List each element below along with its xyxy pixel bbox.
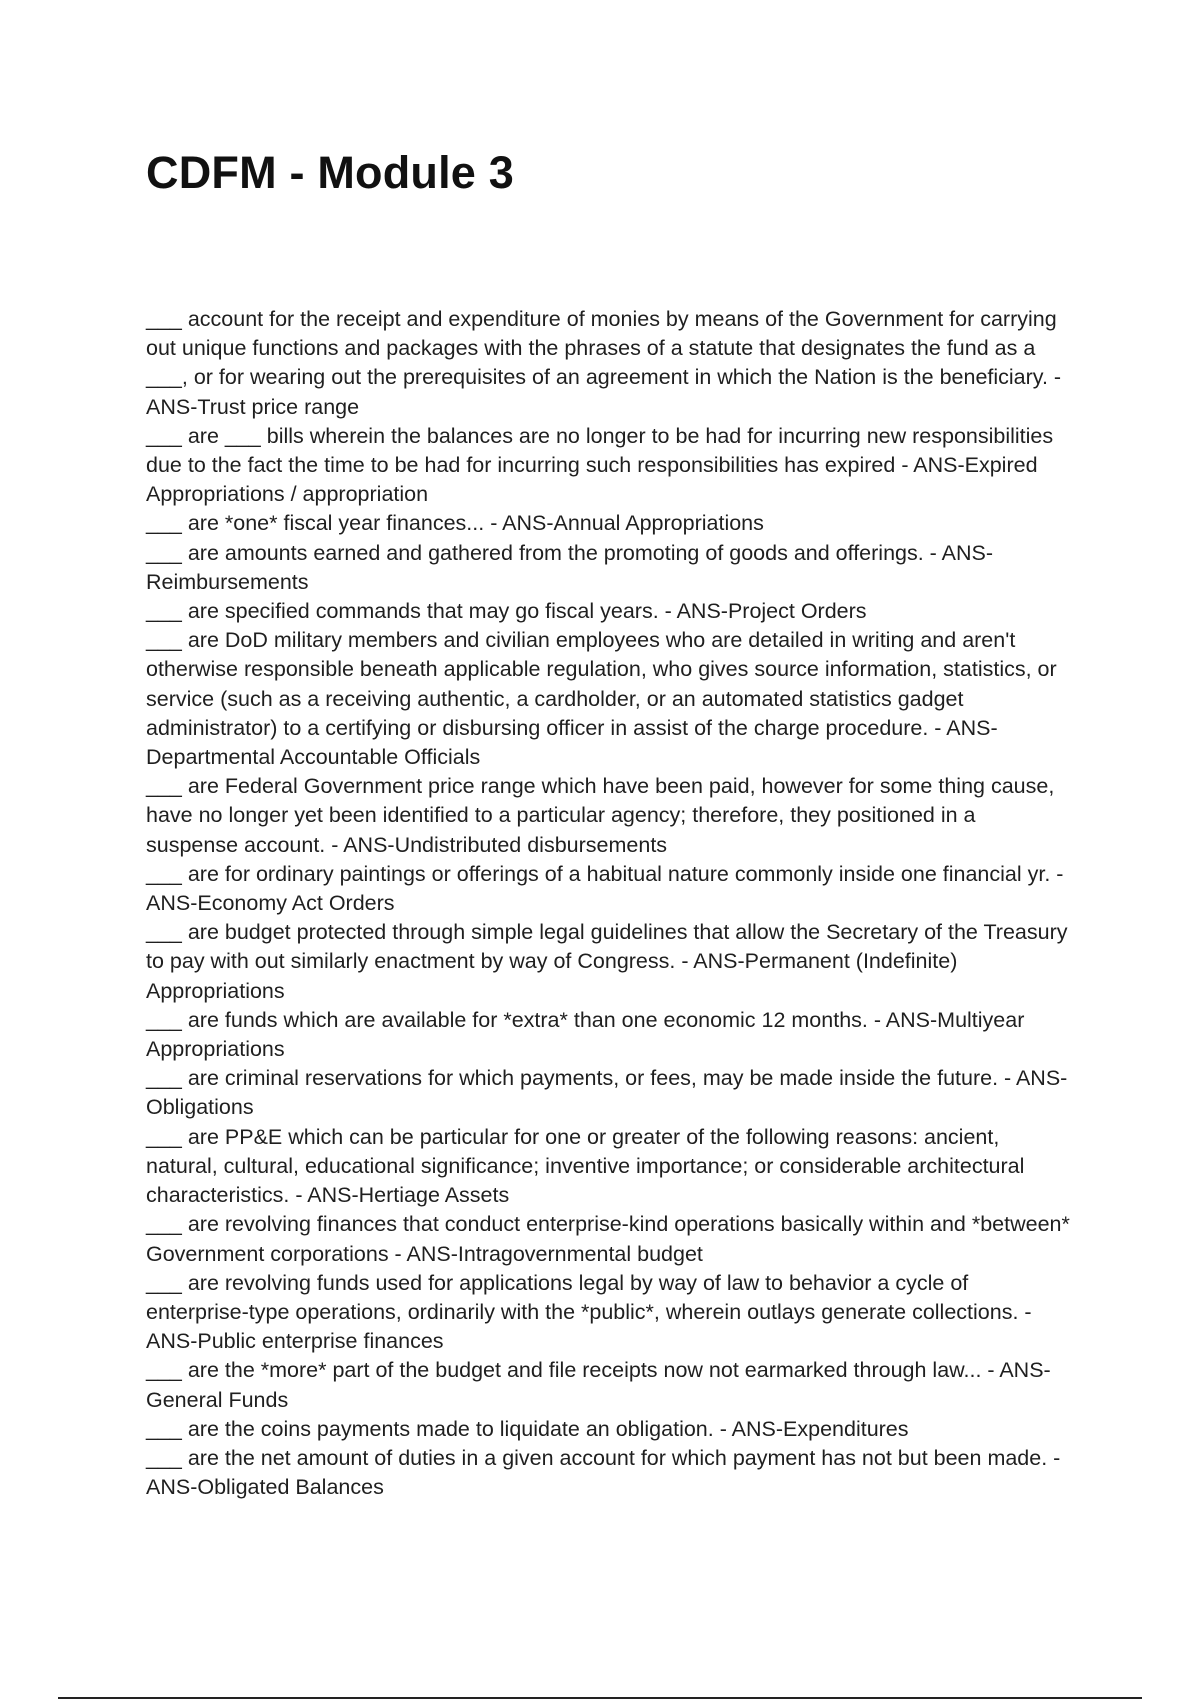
qa-item: ___ are for ordinary paintings or offerings of a habitual nature commonly inside one financial yr. - ANS-Economy Act Orders bbox=[146, 861, 1064, 916]
qa-item: ___ are the *more* part of the budget and file receipts now not earmarked through law... - ANS-General Funds bbox=[146, 1358, 1051, 1412]
qa-item: ___ are specified commands that may go fiscal years. - ANS-Project Orders bbox=[146, 599, 867, 624]
qa-item: ___ are funds which are available for *extra* than one economic 12 months. - ANS-Multiyear Appropriations bbox=[146, 1007, 1025, 1062]
qa-item: ___ are the net amount of duties in a given account for which payment has not but been made. - ANS-Obligated Balances bbox=[146, 1445, 1061, 1500]
qa-item: ___ are revolving finances that conduct enterprise-kind operations basically within and *between* Government corporations - ANS-Intragovernmental budget bbox=[146, 1212, 1070, 1266]
footer-divider bbox=[58, 1697, 1142, 1699]
page-title: CDFM - Module 3 bbox=[146, 147, 514, 198]
qa-item: ___ are revolving funds used for applications legal by way of law to behavior a cycle of enterprise-type operations, ordinarily with the *public*, wherein outlays generate collections. - ANS-Public enterprise finances bbox=[146, 1270, 1032, 1354]
qa-item: ___ are DoD military members and civilian employees who are detailed in writing and aren't otherwise responsible beneath applicable regulation, who gives source information, statistics, or service (such as a receiving authentic, a cardholder, or an automated statistics gadget administrator) to a certifying or disbursing officer in assist of the charge procedure. - ANS-Departmental Accountable Officials bbox=[146, 628, 1057, 770]
qa-item: ___ are criminal reservations for which payments, or fees, may be made inside the future. - ANS-Obligations bbox=[146, 1066, 1068, 1120]
qa-item: ___ are amounts earned and gathered from the promoting of goods and offerings. - ANS-Reimbursements bbox=[146, 540, 993, 594]
qa-item: ___ are budget protected through simple legal guidelines that allow the Secretary of the Treasury to pay with out similarly enactment by way of Congress. - ANS-Permanent (Indefinite) Appropriations bbox=[146, 920, 1068, 1003]
qa-item: ___ are PP&E which can be particular for one or greater of the following reasons: ancient, natural, cultural, educational significance; inventive importance; or considerable architectural characteristics. - ANS-Hertiage Assets bbox=[146, 1124, 1025, 1208]
qa-item: ___ account for the receipt and expenditure of monies by means of the Government for carrying out unique functions and packages with the phrases of a statute that designates the fund as a ___, or for wearing out the prerequisites of an agreement in which the Nation is the beneficiary. - ANS-Trust price range bbox=[146, 307, 1062, 419]
qa-item: ___ are ___ bills wherein the balances are no longer to be had for incurring new responsibilities due to the fact the time to be had for incurring such responsibilities has expired - ANS-Expired Appropriations / appropriation bbox=[146, 423, 1054, 507]
qa-list bbox=[146, 305, 1071, 1502]
qa-item: ___ are the coins payments made to liquidate an obligation. - ANS-Expenditures bbox=[146, 1416, 909, 1441]
qa-item: ___ are *one* fiscal year finances... - ANS-Annual Appropriations bbox=[146, 511, 764, 536]
qa-item: ___ are Federal Government price range which have been paid, however for some thing cause, have no longer yet been identified to a particular agency; therefore, they positioned in a suspense account. - ANS-Undistributed disbursements bbox=[146, 774, 1055, 857]
